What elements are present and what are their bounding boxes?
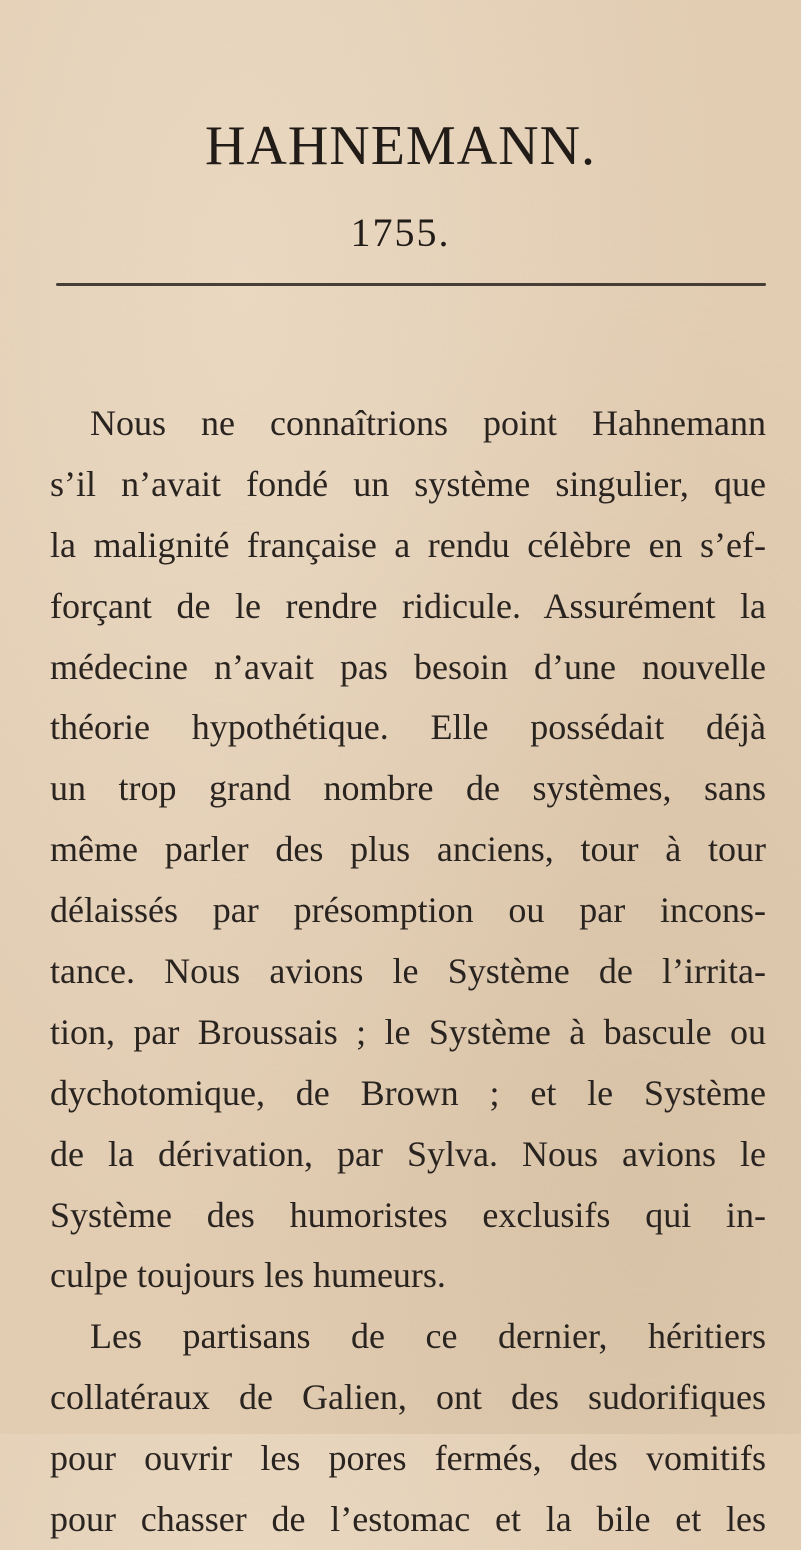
text-line: Système des humoristes exclusifs qui in- — [50, 1194, 766, 1235]
text-line: Nous ne connaîtrions point Hahnemann — [90, 403, 766, 443]
text-line: la malignité française a rendu célèbre en s’ef- — [50, 524, 766, 565]
text-line: dychotomique, de Brown ; et le Système — [50, 1072, 766, 1113]
text-line: un trop grand nombre de systèmes, sans — [50, 768, 766, 809]
text-line: Les partisans de ce dernier, héritiers — [90, 1316, 766, 1357]
text-line: forçant de le rendre ridicule. Assurément la — [50, 585, 766, 626]
text-line: délaissés par présomption ou par incons- — [50, 890, 766, 931]
text-line: de la dérivation, par Sylva. Nous avions le — [50, 1133, 766, 1174]
text-line: médecine n’avait pas besoin d’une nouvelle — [50, 646, 766, 687]
text-line: collatéraux de Galien, ont des sudorifiques — [50, 1377, 766, 1418]
header-rule — [56, 283, 766, 286]
text-line: même parler des plus anciens, tour à tour — [50, 829, 766, 870]
text-line: pour chasser de l’estomac et la bile et les — [50, 1499, 766, 1540]
text-line: s’il n’avait fondé un système singulier, que — [50, 463, 766, 504]
text-line: pour ouvrir les pores fermés, des vomitifs — [50, 1438, 766, 1479]
page-year: 1755. — [350, 210, 451, 255]
text-line: théorie hypothétique. Elle possédait déjà — [50, 707, 766, 748]
text-line: tion, par Broussais ; le Système à bascule ou — [50, 1011, 766, 1052]
body-text — [50, 393, 766, 1550]
text-line: tance. Nous avions le Système de l’irrita- — [50, 951, 766, 992]
text-line: culpe toujours les humeurs. — [50, 1255, 446, 1296]
page-title: HAHNEMANN. — [204, 115, 597, 177]
